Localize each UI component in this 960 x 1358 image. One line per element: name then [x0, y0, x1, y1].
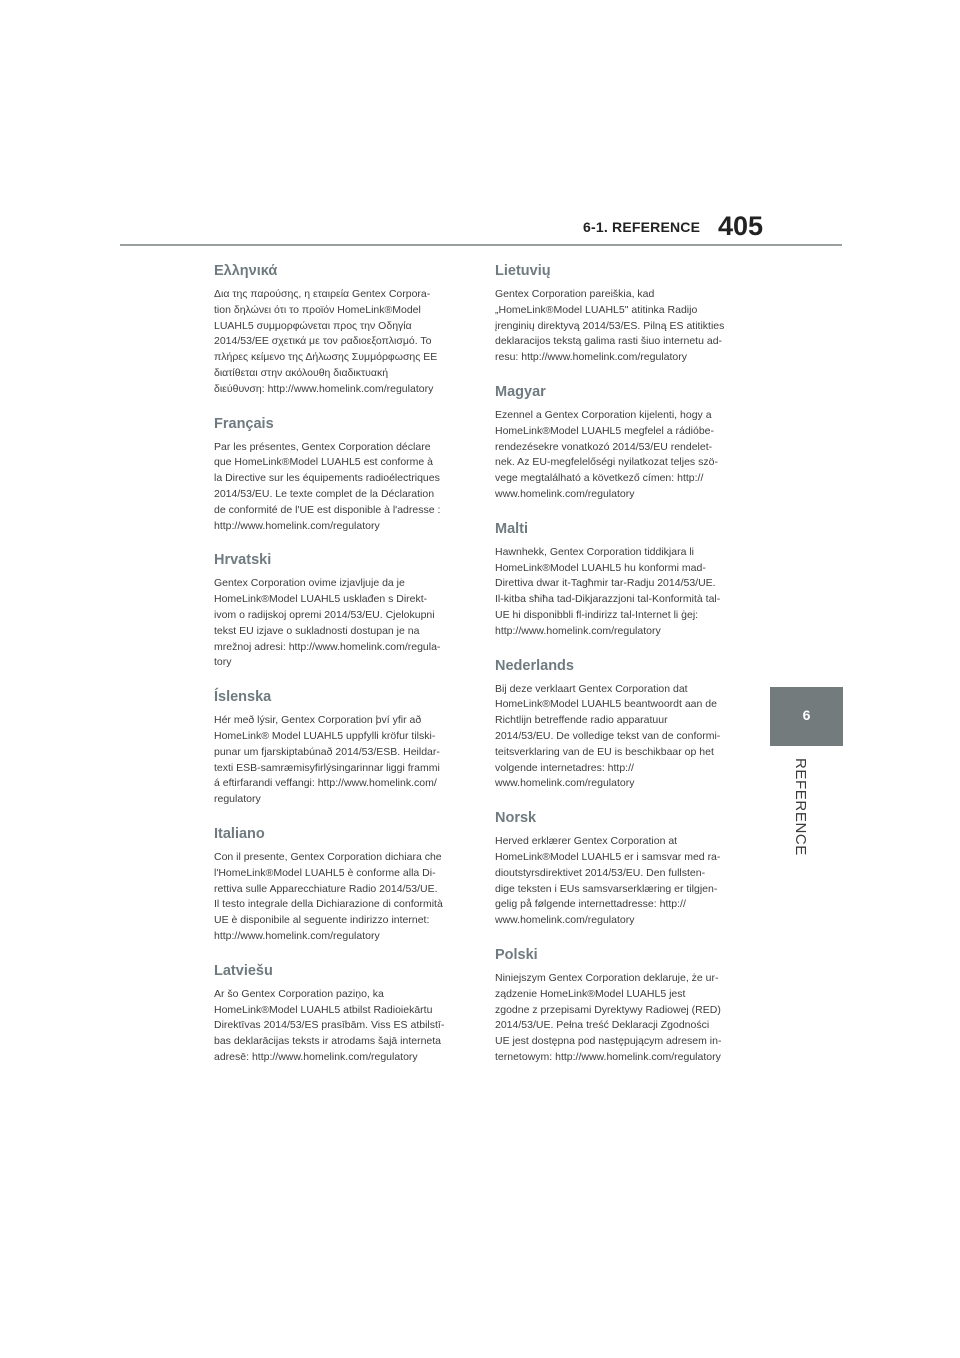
section-icelandic — [214, 688, 476, 808]
section-title: Nederlands — [495, 657, 574, 674]
section-title: Lietuvių — [495, 263, 551, 279]
chapter-tab-label: REFERENCE — [792, 758, 809, 856]
section-body: Hér með lýsir, Gentex Corporation því yfir að HomeLink® Model LUAHL5 uppfylli kröfur tilski- punar um fjarskiptabúnað 2014/53/ESB. Heildar- texti ESB-samræmisyfirlýsingarinnar liggi frammi á eftirfarandi veffangi: http://www.homelink.com/ regulatory — [214, 714, 440, 806]
section-body: Δια της παρούσης, η εταιρεία Gentex Corpora- tion δηλώνει ότι το προϊόν HomeLink®Model LUAHL5 συμμορφώνεται προς την Οδηγία 2014/53/ΕΕ σχετικά με τον ραδιοεξοπλισμό. Το πλήρες κείμενο της Δήλωσης Συμμόρφωσης ΕΕ διατίθεται στην ακόλουθη διαδικτυακή διεύθυνση: http://www.homelink.com/regulatory — [214, 288, 438, 395]
section-title: Italiano — [214, 825, 265, 842]
section-title: Íslenska — [214, 689, 272, 706]
section-body: Hawnhekk, Gentex Corporation tiddikjara li HomeLink®Model LUAHL5 hu konformi mad- Direttiva dwar it-Tagħmir tar-Radju 2014/53/UE. Il-kitba sħiħa tad-Dikjarazzjoni tal-Konformità tal- UE hi disponibbli fl-indirizz tal-Internet li ġej: http://www.homelink.com/regulatory — [495, 545, 721, 637]
header-divider — [120, 244, 842, 246]
section-title: Polski — [495, 946, 538, 963]
right-column — [495, 262, 757, 1066]
section-title: Magyar — [495, 383, 546, 400]
section-lithuanian — [495, 262, 757, 366]
section-body: Niniejszym Gentex Corporation deklaruje, że ur- ządzenie HomeLink®Model LUAHL5 jest zgodne z przepisami Dyrektywy Radiowej (RED) 2014/53/UE. Pełna treść Deklaracji Zgodności UE jest dostępna pod następującym adresem in- ternetowym: http://www.homelink.com/regulatory — [495, 971, 722, 1063]
section-title: Norsk — [495, 810, 537, 827]
section-title: Ελληνικά — [214, 263, 278, 279]
section-body: Herved erklærer Gentex Corporation at HomeLink®Model LUAHL5 er i samsvar med ra- dioutstyrsdirektivet 2014/53/EU. Den fullsten- dige teksten i EUs samsvarserklæring er tilgjen- gelig på følgende internettadresse: http:// www.homelink.com/regulatory — [495, 835, 721, 927]
section-italian — [214, 825, 476, 945]
section-body: Gentex Corporation ovime izjavljuje da je HomeLink®Model LUAHL5 usklađen s Direkt- ivom o radijskoj opremi 2014/53/EU. Cjelokupni tekst EU izjave o sukladnosti dostupan je na mrežnoj adresi: http://www.homelink.com/regula- tory — [214, 577, 441, 669]
chapter-tab-number: 6 — [802, 707, 811, 723]
section-norwegian — [495, 809, 757, 929]
section-body: Ezennel a Gentex Corporation kijelenti, hogy a HomeLink®Model LUAHL5 megfelel a rádióbe- rendezésekre vonatkozó 2014/53/EU rendelet- nek. Az EU-megfelelőségi nyilatkozat teljes szö- vege megtalálható a következő címen: http:// www.homelink.com/regulatory — [495, 408, 718, 500]
section-title: Français — [214, 415, 274, 432]
section-greek — [214, 262, 476, 398]
section-title: Malti — [495, 520, 529, 537]
left-column — [214, 262, 476, 1066]
page-number: 405 — [718, 211, 764, 241]
section-body: Ar šo Gentex Corporation paziņo, ka HomeLink®Model LUAHL5 atbilst Radioiekārtu Direktīvas 2014/53/ES prasībām. Viss ES atbilstī- bas deklarācijas teksts ir atrodams šajā interneta adresē: http://www.homelink.com/regulatory — [214, 987, 445, 1063]
section-dutch — [495, 657, 757, 793]
section-title: Latviešu — [214, 962, 273, 979]
section-title: Hrvatski — [214, 552, 272, 569]
section-croatian — [214, 551, 476, 671]
section-latvian — [214, 962, 476, 1066]
section-body: Con il presente, Gentex Corporation dichiara che l'HomeLink®Model LUAHL5 è conforme alla Di- rettiva sulle Apparecchiature Radio 2014/53/UE. Il testo integrale della Dichiarazione di conformità UE è disponibile al seguente indirizzo internet: http://www.homelink.com/regulatory — [214, 850, 443, 942]
section-maltese — [495, 520, 757, 640]
chapter-tab — [770, 687, 843, 746]
page-header-section: 6-1. REFERENCE — [583, 219, 701, 235]
section-french — [214, 415, 476, 535]
section-body: Bij deze verklaart Gentex Corporation dat HomeLink®Model LUAHL5 beantwoordt aan de Richtlijn betreffende radio apparatuur 2014/53/EU. De volledige tekst van de conformi- teitsverklaring van de EU is beschikbaar op het volgende internetadres: http:// www.homelink.com/regulatory — [495, 682, 721, 790]
section-body: Par les présentes, Gentex Corporation déclare que HomeLink®Model LUAHL5 est conforme à la Directive sur les équipements radioélectriques 2014/53/EU. Le texte complet de la Déclaration de conformité de l'UE est disponible à l'adresse : http://www.homelink.com/regulatory — [214, 440, 441, 532]
section-body: Gentex Corporation pareiškia, kad „HomeLink®Model LUAHL5" atitinka Radijo įrenginių direktyvą 2014/53/ES. Pilną ES atitikties deklaracijos tekstą galima rasti šiuo internetu ad- resu: http://www.homelink.com/regulatory — [495, 288, 725, 364]
section-polish — [495, 946, 757, 1066]
section-hungarian — [495, 383, 757, 503]
